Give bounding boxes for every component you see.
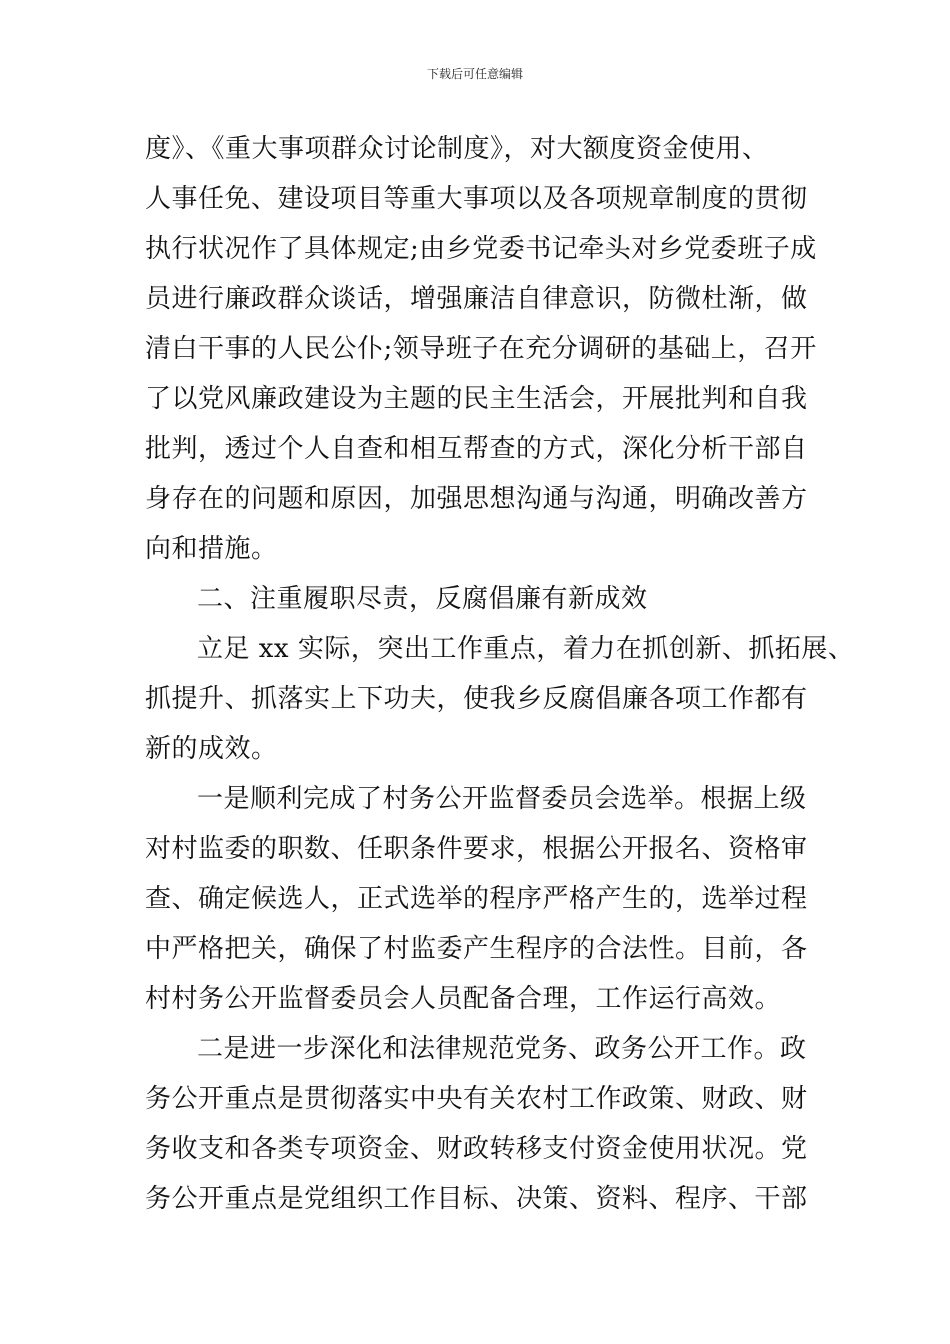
text-line: 执行状况作了具体规定;由乡党委书记牵头对乡党委班子成: [145, 234, 817, 264]
text-line: 身存在的问题和原因，加强思想沟通与沟通，明确改善方: [145, 484, 808, 514]
page-header: 下载后可任意编辑: [426, 67, 523, 81]
text-line: 向和措施。: [145, 534, 278, 564]
text-line: 一是顺利完成了村务公开监督委员会选举。根据上级: [197, 784, 807, 814]
text-line: 新的成效。: [145, 734, 278, 764]
text-line: 务公开重点是贯彻落实中央有关农村工作政策、财政、财: [145, 1084, 808, 1114]
text-line: 员进行廉政群众谈话，增强廉洁自律意识，防微杜渐，做: [145, 284, 808, 314]
text-line: 了以党风廉政建设为主题的民主生活会，开展批判和自我: [145, 384, 808, 414]
text-line: 抓提升、抓落实上下功夫，使我乡反腐倡廉各项工作都有: [145, 684, 808, 714]
text-line: 人事任免、建设项目等重大事项以及各项规章制度的贯彻: [145, 184, 808, 214]
text-line: 批判，透过个人自查和相互帮查的方式，深化分析干部自: [145, 434, 808, 464]
text-line: 二是进一步深化和法律规范党务、政务公开工作。政: [197, 1034, 807, 1064]
text-line: 对村监委的职数、任职条件要求，根据公开报名、资格审: [145, 834, 808, 864]
text-line: 清白干事的人民公仆;领导班子在充分调研的基础上，召开: [145, 334, 817, 364]
section-heading: 二、注重履职尽责，反腐倡廉有新成效: [197, 584, 648, 614]
text-line: 村村务公开监督委员会人员配备合理，工作运行高效。: [145, 984, 782, 1014]
text-line: 立足 xx 实际，突出工作重点，着力在抓创新、抓拓展、: [197, 634, 855, 664]
text-line: 务公开重点是党组织工作目标、决策、资料、程序、干部: [145, 1184, 808, 1214]
text-line: 中严格把关，确保了村监委产生程序的合法性。目前，各: [145, 934, 808, 964]
text-line: 度》、《重大事项群众讨论制度》，对大额度资金使用、: [145, 134, 769, 164]
text-line: 查、确定候选人，正式选举的程序严格产生的，选举过程: [145, 884, 808, 914]
text-line: 务收支和各类专项资金、财政转移支付资金使用状况。党: [145, 1134, 808, 1164]
